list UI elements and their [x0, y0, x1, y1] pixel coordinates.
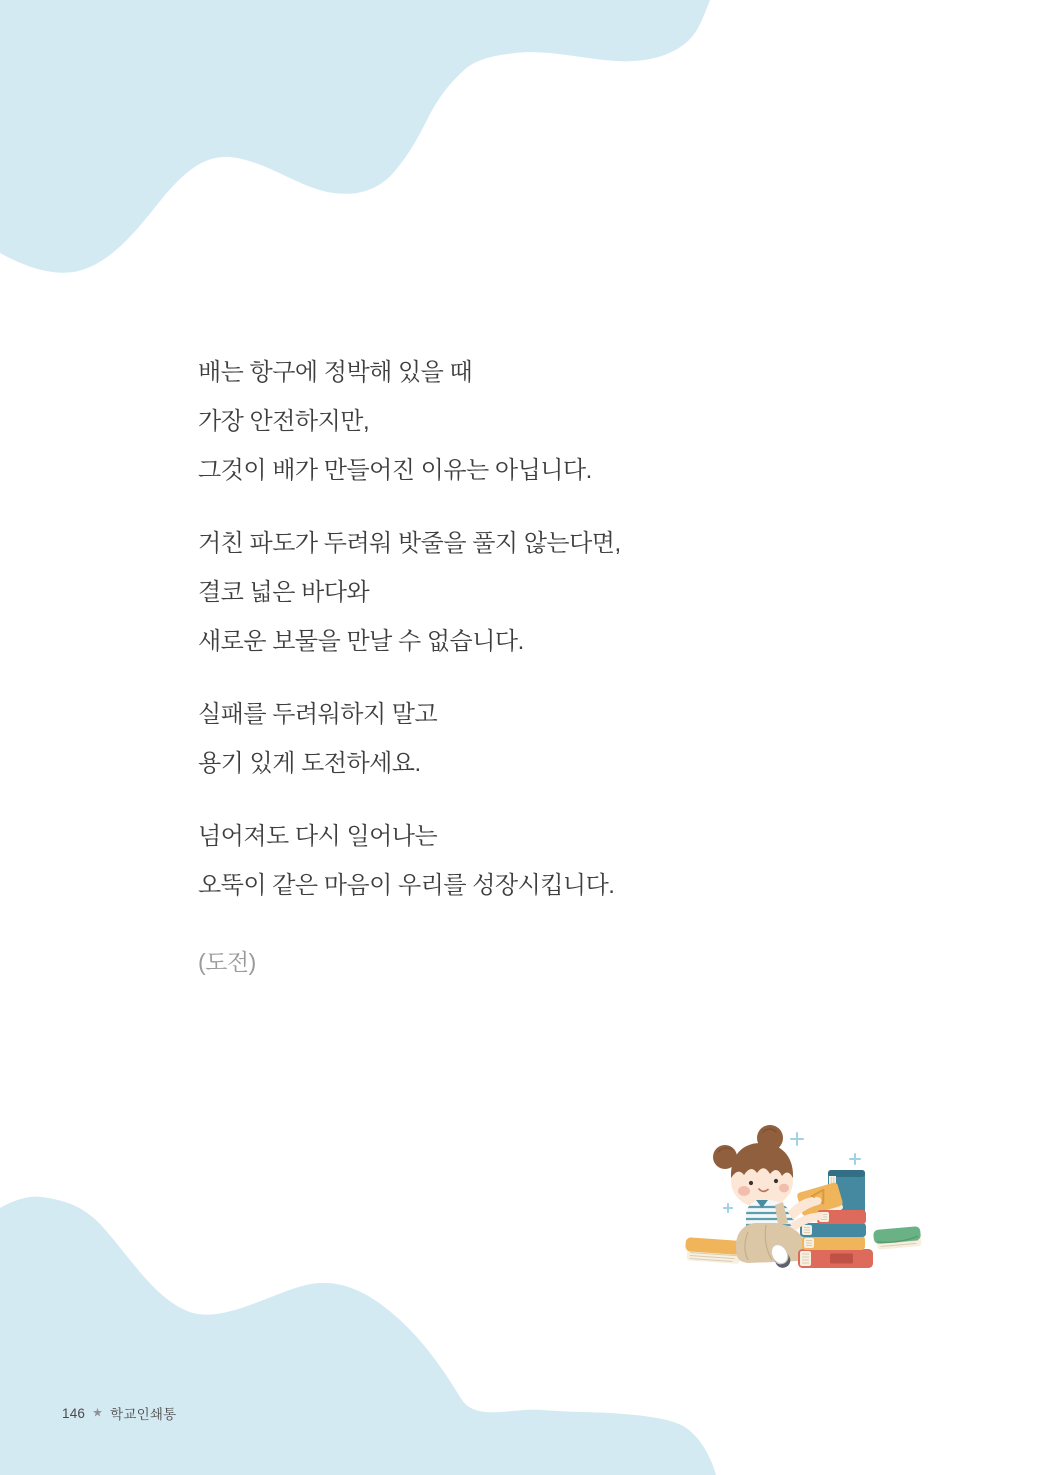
hand-bottom [815, 1212, 824, 1220]
floor-book-orange [685, 1237, 741, 1264]
top-wave-shape [0, 0, 710, 273]
floor-book-green [873, 1226, 922, 1250]
star-icon: ★ [92, 1405, 104, 1420]
book-label [830, 1254, 853, 1264]
poem-line: 실패를 두려워하지 말고 [198, 701, 438, 728]
poem-stanza [198, 690, 621, 788]
poem-line: 새로운 보물을 만날 수 없습니다. [198, 628, 524, 655]
poem-line: 그것이 배가 만들어진 이유는 아닙니다. [198, 457, 592, 484]
poem-line: 넘어져도 다시 일어나는 [198, 823, 438, 850]
page-footer [62, 1403, 176, 1423]
poem-line: 용기 있게 도전하세요. [198, 750, 421, 777]
poem-line: 결코 넓은 바다와 [198, 579, 370, 606]
poem-stanza [198, 348, 621, 495]
poem-line: 거친 파도가 두려워 밧줄을 풀지 않는다면, [198, 530, 621, 557]
top-wave-decoration [0, 0, 760, 300]
brand-name: 학교인쇄통 [110, 1407, 177, 1422]
poem [198, 348, 621, 987]
poem-source-caption: (도전) [198, 949, 256, 975]
eye-right [774, 1179, 778, 1183]
blush-right [779, 1184, 789, 1193]
poem-stanza [198, 812, 621, 910]
girl-stacking-books-illustration [678, 1112, 928, 1277]
poem-line: 가장 안전하지만, [198, 408, 370, 435]
poem-stanza [198, 519, 621, 666]
hand-top [813, 1197, 822, 1205]
page-number: 146 [62, 1405, 86, 1421]
eye-left [749, 1181, 753, 1185]
poem-line: 오뚝이 같은 마음이 우리를 성장시킵니다. [198, 872, 615, 899]
poem-line: 배는 항구에 정박해 있을 때 [198, 359, 473, 386]
bottom-wave-decoration [0, 1135, 730, 1475]
blush-left [738, 1186, 750, 1196]
bottom-wave-shape [0, 1197, 716, 1475]
